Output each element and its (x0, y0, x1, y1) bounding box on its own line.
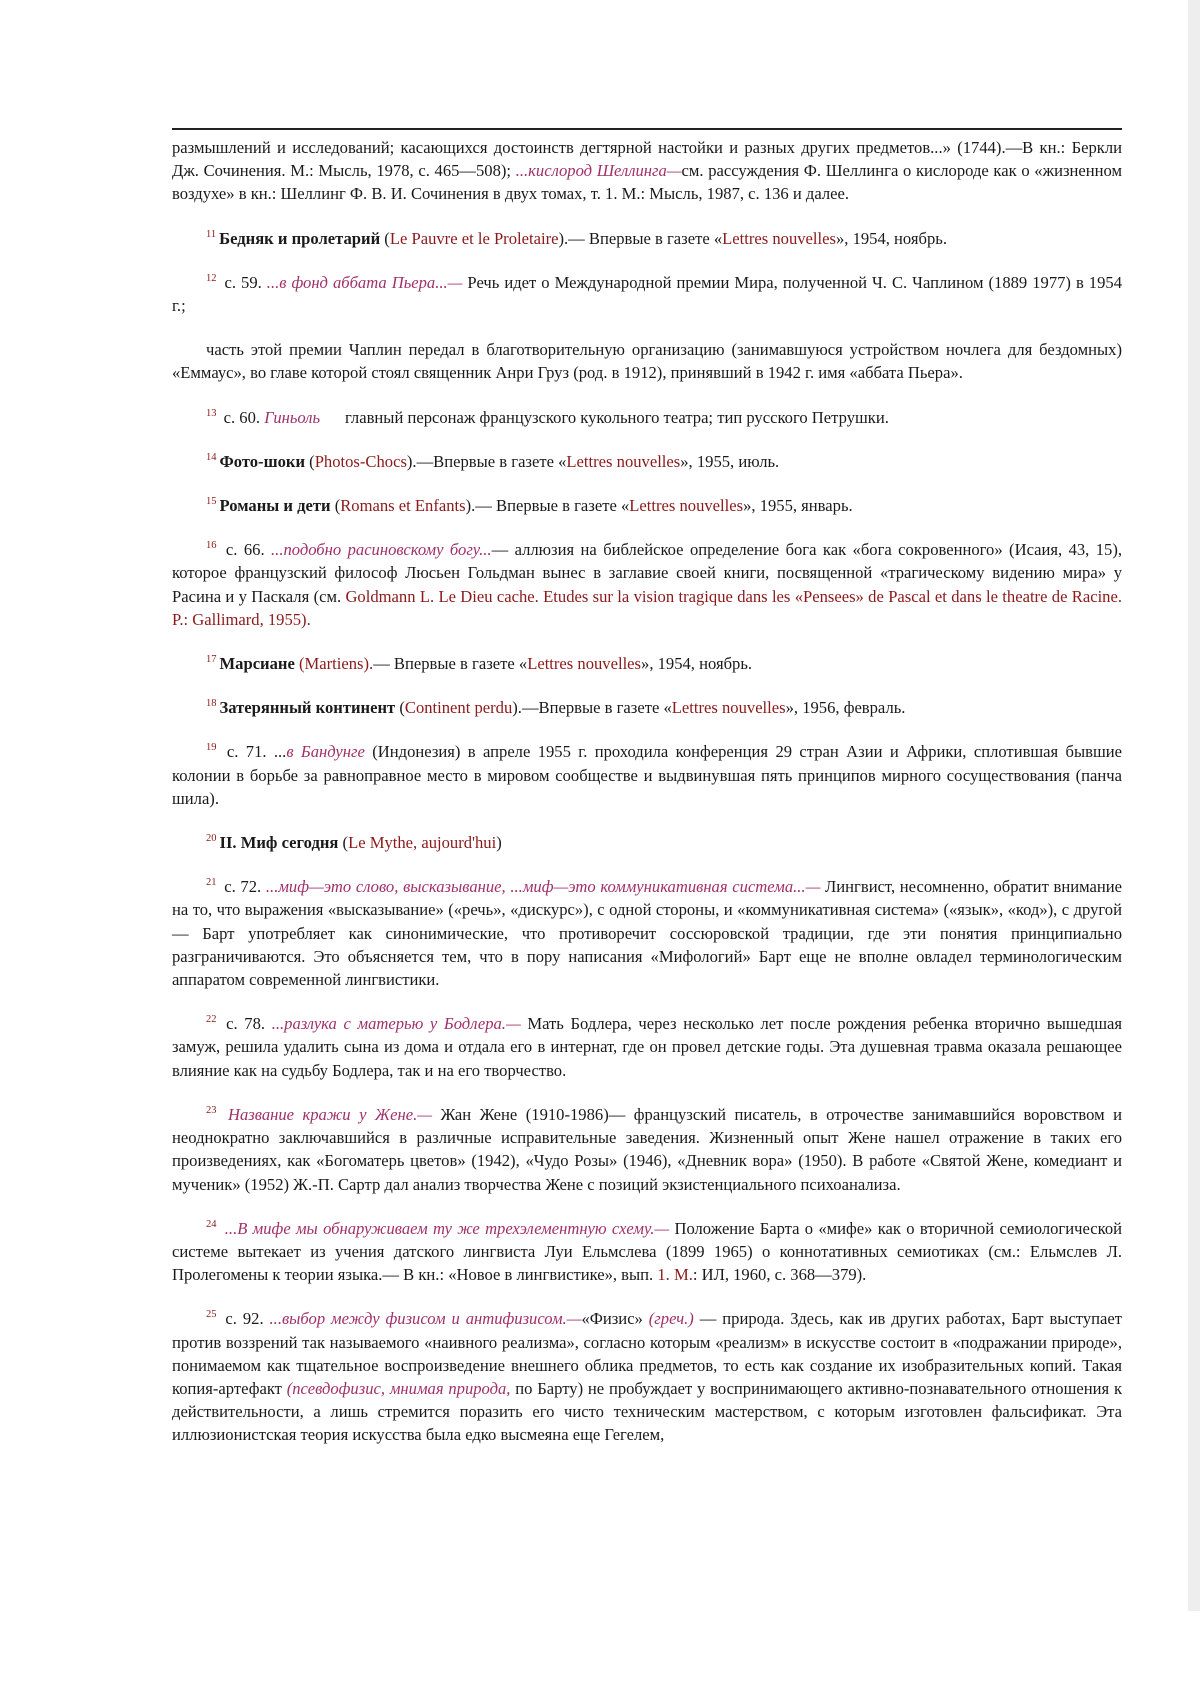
note-text: ( (330, 496, 341, 516)
original-title: Photos-Chocs (314, 451, 407, 471)
page-bottom-area (0, 1611, 1200, 1696)
note-text: », 1954, ноябрь. (641, 654, 753, 674)
note-quote: Название кражи у Жене.— (219, 1104, 432, 1124)
note-text: главный персонаж французского кукольного театра; тип русского Петрушки. (320, 407, 889, 427)
footnote-17 (172, 652, 1122, 675)
note-text: см. рассуждения Ф. Шеллинга о кислороде как о «жизненном воздухе» в кн.: Шеллинг Ф. В. И. Сочинения в двух томах, т. 1. М.: Мысль, 1987, с. 136 и далее. (172, 161, 1122, 204)
note-text: », 1956, февраль. (785, 698, 906, 718)
note-text: с. 92. (219, 1309, 270, 1329)
note-quote: ...В мифе мы обнаруживаем ту же трехэлементную схему.— (219, 1218, 670, 1238)
note-text: размышлений и исследований; касающихся достоинств дегтярной настойки и разных других предметов...» (1744).—В кн.: Беркли Дж. Сочинения. М.: Мысль, 1978, с. 465—508); (172, 138, 1122, 181)
note-text: «Физис» (581, 1309, 649, 1329)
essay-title: Затерянный континент (219, 698, 396, 718)
bibliographic-reference: Goldmann L. Le Dieu cache. Etudes sur la vision tragique dans les «Pensees» de Pascal et dans le theatre de Racine. P.: Gallimard, 1955). (172, 586, 1122, 629)
footnote-number: 12 (206, 272, 217, 284)
footnote-number: 21 (206, 877, 217, 889)
footnote-21 (172, 875, 1122, 991)
footnote-24 (172, 1217, 1122, 1287)
footnote-12-continued (172, 338, 1122, 384)
note-text: по Барту) не пробуждает у воспринимающего активно-познавательного отношения к действительности, а лишь стремится поразить его чисто техническим мастерством, с которым изготовлен фальсификат. Эта иллюзионистская теория искусства была едко высмеяна еще Гегелем, (172, 1378, 1123, 1445)
footnote-number: 17 (206, 654, 217, 666)
note-text: : ИЛ, 1960, с. 368—379). (692, 1265, 867, 1285)
page-margin (1188, 0, 1200, 1611)
footnote-23 (172, 1103, 1122, 1196)
note-quote: ...миф—это слово, высказывание, ...миф—это коммуникативная система...— (265, 877, 821, 897)
note-text: ).— Впервые в газете « (558, 228, 723, 248)
note-text: ).—Впервые в газете « (406, 451, 567, 471)
note-quote: ...в фонд аббата Пьера...— (266, 272, 463, 292)
essay-title: II. Миф сегодня (219, 833, 339, 853)
note-text: Положение Барта о «мифе» как о вторичной семиологической системе вытекает из учения датского лингвиста Луи Ельмслева (1899 1965) о коннотативных семиотиках (см.: Ельмслев Л. Пролегомены к теории языка.— В кн.: «Новое в лингвистике», вып. (172, 1218, 1122, 1285)
footnote-18 (172, 696, 1122, 719)
essay-title: Бедняк и пролетарий (219, 228, 381, 248)
essay-title: Фото-шоки (219, 451, 306, 471)
journal-name: Lettres nouvelles (629, 496, 744, 516)
original-title: Romans et Enfants (340, 496, 466, 516)
note-text: », 1955, январь. (743, 496, 853, 516)
note-text: — природа. Здесь, как ив других работах, Барт выступает против воззрений так называемого «наивного реализма», согласно которым «реализм» в искусстве состоит в «подражании природе», понимаемом как тщательное воспроизведение внешнего облика предметов, то есть как создание их изобразительных копий. Такая копия-артефакт (172, 1309, 1123, 1398)
note-quote: в Бандунге (286, 742, 365, 762)
highlighted-reference: 1. М. (657, 1265, 693, 1285)
note-text: ( (338, 833, 349, 853)
footnote-20 (172, 831, 1122, 854)
footnote-number: 11 (206, 228, 217, 240)
footnote-number: 16 (206, 540, 217, 552)
note-text: ).— Впервые в газете « (465, 496, 630, 516)
footnote-number: 19 (206, 742, 217, 754)
original-title: Le Pauvre et le Proletaire (389, 228, 559, 248)
footnote-number: 20 (206, 833, 217, 845)
note-text: ( (380, 228, 390, 248)
footnote-10-tail (172, 136, 1122, 206)
essay-title: Марсиане (219, 654, 295, 674)
footnote-11 (172, 227, 1122, 250)
original-title: Le Mythe, aujourd'hui (348, 833, 497, 853)
footnote-19 (172, 740, 1122, 810)
footnote-12 (172, 271, 1122, 317)
note-text: с. 72. (219, 877, 266, 897)
footnote-number: 14 (206, 451, 217, 463)
footnote-13 (172, 406, 1122, 429)
note-text: Лингвист, несомненно, обратит внимание на то, что выражения «высказывание» («речь», «дискурс»), с одной стороны, и «коммуникативная система» («язык», «код»), с другой — Барт употребляет как синонимические, что противоречит соссюровской традиции, где эти понятия принципиально разграничиваются. Это объясняется тем, что в пору написания «Мифологий» Барт еще не вполне овладел терминологическим аппаратом современной лингвистики. (172, 877, 1122, 990)
note-text: с. 59. (219, 272, 267, 292)
note-text: », 1955, июль. (680, 451, 780, 471)
footnotes-body (172, 136, 1122, 1468)
note-quote: ...кислород Шеллинга— (515, 161, 682, 181)
note-quote: Гиньоль (264, 407, 321, 427)
footnote-14 (172, 450, 1122, 473)
original-title: (Martiens). (294, 654, 374, 674)
note-quote: (греч.) (648, 1309, 694, 1329)
journal-name: Lettres nouvelles (671, 698, 786, 718)
footnote-number: 18 (206, 698, 217, 710)
note-text: часть этой премии Чаплин передал в благотворительную организацию (занимавшуюся устройством ночлега для бездомных) «Еммаус», во главе которой стоял священник Анри Груз (род. в 1912), принявший в 1942 г. имя «аббата Пьера». (172, 340, 1122, 383)
note-quote: ...выбор между физисом и антифизисом.— (269, 1309, 582, 1329)
note-text: ) (496, 833, 502, 853)
note-quote: ...разлука с матерью у Бодлера.— (271, 1014, 521, 1034)
note-text: », 1954, ноябрь. (835, 228, 947, 248)
footnote-number: 15 (206, 496, 217, 508)
journal-name: Lettres nouvelles (722, 228, 836, 248)
note-text: с. 60. (219, 407, 265, 427)
footnote-15 (172, 494, 1122, 517)
note-quote: (псевдофизис, мнимая природа, (286, 1378, 511, 1398)
note-text: с. 78. (219, 1014, 272, 1034)
footnote-16 (172, 538, 1122, 631)
footnote-number: 25 (206, 1309, 217, 1321)
note-text: — Впервые в газете « (373, 654, 528, 674)
footnote-number: 13 (206, 407, 217, 419)
note-text: Речь идет о Международной премии Мира, полученной Ч. С. Чаплином (1889 1977) в 1954 г.; (172, 272, 1122, 316)
note-text: ( (395, 698, 405, 718)
footnote-number: 22 (206, 1014, 217, 1026)
note-text: (Индонезия) в апреле 1955 г. проходила конференция 29 стран Азии и Африки, сплотившая бывшие колонии в борьбе за равноправное место в мировом сообществе и выдвинувшая пять принципов мирного сосуществования (панча шила). (172, 742, 1123, 808)
note-text: с. 66. (219, 540, 272, 560)
original-title: Continent perdu (404, 698, 513, 718)
note-text: ).—Впервые в газете « (512, 698, 672, 718)
footnote-number: 23 (206, 1104, 217, 1116)
note-text: с. 71. ... (219, 742, 287, 762)
note-text: — аллюзия на библейское определение бога как «бога сокровенного» (Исаия, 43, 15), которое французский философ Люсьен Гольдман вынес в заглавие своей книги, посвященной «трагическому видению мира» у Расина и у Паскаля (см. (172, 540, 1123, 606)
essay-title: Романы и дети (219, 496, 331, 516)
journal-name: Lettres nouvelles (566, 451, 681, 471)
note-text: Жан Жене (1910-1986)— французский писатель, в отрочестве занимавшийся воровством и неоднократно заключавшийся в различные исправительные заведения. Жизненный опыт Жене нашел отражение в таких его произведениях, как «Богоматерь цветов» (1942), «Чудо Розы» (1946), «Дневник вора» (1950). В работе «Святой Жене, комедиант и мученик» (1952) Ж.-П. Сартр дал анализ творчества Жене с позиций экзистенциального психоанализа. (172, 1104, 1122, 1194)
journal-name: Lettres nouvelles (527, 654, 642, 674)
note-text: ( (305, 451, 315, 471)
footnote-22 (172, 1012, 1122, 1082)
footnote-number: 24 (206, 1218, 217, 1230)
footnote-25 (172, 1307, 1122, 1446)
note-text: Мать Бодлера, через несколько лет после рождения ребенка вторично вышедшая замуж, решила удалить сына из дома и отдала его в интернат, где он провел детские годы. Эта душевная травма оказала решающее влияние как на судьбу Бодлера, так и на его творчество. (172, 1014, 1122, 1080)
note-quote: ...подобно расиновскому богу... (271, 540, 492, 560)
footnote-rule (172, 128, 1122, 130)
